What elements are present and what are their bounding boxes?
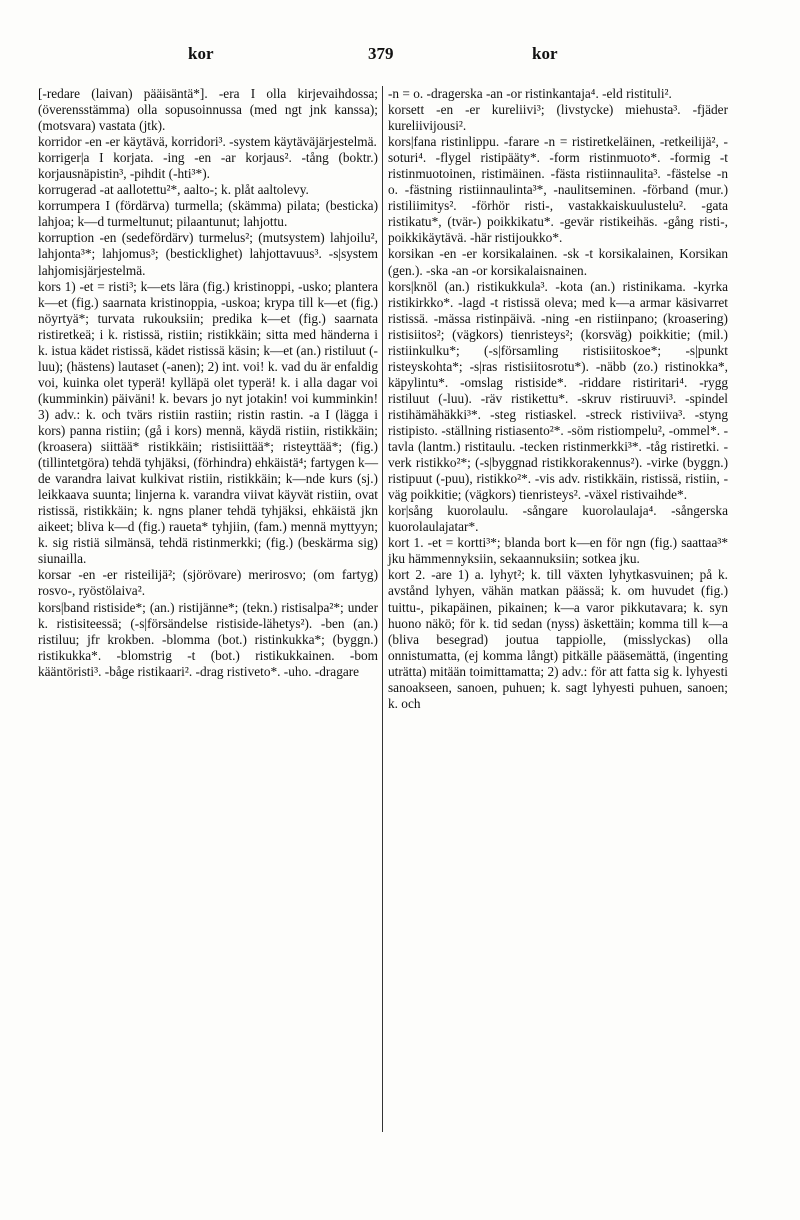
dictionary-entry: korsikan -en -er korsikalainen. -sk -t korsikalainen, Korsikan (gen.). -ska -an -or korsikalaisnainen. xyxy=(388,246,728,278)
right-guide-word: kor xyxy=(532,44,558,63)
dictionary-entry: korsar -en -er risteilijä²; (sjörövare) merirosvo; (om fartyg) rosvo-, ryöstölaiva². xyxy=(38,567,378,599)
dictionary-entry: kors|fana ristinlippu. -farare -n = ristiretkeläinen, -retkeilijä², -soturi⁴. -flygel ristipääty*. -form ristinmuoto*. -formig -t ristinmuotoinen, ristimäinen. -fästa ristiinnaulita³. -fästelse -n o. -fästning ristiinnaulinta³*, -naulitseminen. -förband (mur.) ristiliimitys². -förhör risti-, vastakkaiskuulustelu². -gata ristikatu*, (tvär-) poikkikatu*. -gevär ristikeihäs. -gång risti-, poikkikäytävä. -här ristijoukko*. xyxy=(388,134,728,246)
dictionary-entry: korridor -en -er käytävä, korridori³. -system käytäväjärjestelmä. xyxy=(38,134,377,150)
dictionary-entry: kors|band ristiside*; (an.) ristijänne*; (tekn.) ristisalpa²*; under k. ristisiteessä; (-s|försändelse ristiside-lähetys²). -ben (an.) ristiluu; jfr krokben. -blomma (bot.) ristinkukka*; (byggn.) ristikukka*. -blomstrig -t (bot.) ristikukkainen. -bom kääntöristi³. -båge ristikaari². -drag ristiveto*. -uho. -dragare xyxy=(38,599,378,679)
dictionary-entry: kors 1) -et = risti³; k—ets lära (fig.) kristinoppi, -usko; plantera k—et (fig.) saarnata kristinoppia, -uskoa; krypa till k—et (fig.) nöyrtyä*; turvata rukouksiin; predika k—et (fig.) saarnata ristiretkeä; i k. ristissä, ristiin; ristikkäin; sitta med händerna i k. istua kädet ristissä, kädet ristissä käsin; k—et (an.) ristiluut (-luu); (hästens) lautaset (-anen); 2) int. voi! k. vad du är enfaldig voi, kuinka olet typerä! kylläpä olet typerä! k. i alla dagar voi (kumminkin) päiväni! k. bevars jo nyt jotakin! voi kumminkin! 3) adv.: k. och tvärs ristiin rastiin; ristin rastin. -a I (lägga i kors) panna ristiin; (gå i kors) mennä, käydä ristiin, ristikkäin; (kroasera) siittää* ristikkäin; ristisiittää*; risteyttää*; (fig.) (tillintetgöra) tehdä tyhjäksi, (förhindra) ehkäistä⁴; fartygen k—de varandra laivat kulkivat ristiin, ristikkäin; k—nde kurs (sj.) leikkaava suunta; linjerna k. varandra viivat käyvät ristiin, ovat ristissä, ristikkäin; k. ngns planer tehdä tyhjäksi, ehkäistä jkn aikeet; bliva k—d (fig.) raueta* tyhjiin, (fam.) mennä myttyyn; k. sig ristiä silmänsä, tehdä ristinmerkki; (fig.) (beskärma sig) siunailla. xyxy=(38,278,378,567)
dictionary-entry: kort 1. -et = kortti³*; blanda bort k—en för ngn (fig.) saattaa³* jku hämmennyksiin, sekaannuksiin; sotkea jku. xyxy=(388,535,728,567)
dictionary-entry: kor|sång kuorolaulu. -sångare kuorolaulaja⁴. -sångerska kuorolaulajatar*. xyxy=(388,503,728,535)
dictionary-entry: korrumpera I (fördärva) turmella; (skämma) pilata; (besticka) lahjoa; k—d turmeltunut; pilaantunut; lahjottu. xyxy=(38,198,378,230)
page-header xyxy=(0,44,800,68)
dictionary-entry: [-redare (laivan) pääisäntä*]. -era I olla kirjevaihdossa; (överensstämma) olla sopusoinnussa (med ngt jnk kanssa); (motsvara) vastata (jtk). xyxy=(38,86,378,134)
dictionary-entry: kort 2. -are 1) a. lyhyt²; k. till växten lyhytkasvuinen; på k. avstånd lyhyen, vähän matkan päässä; k. om huvudet (fig.) tuittu-, pikapäinen, pikainen; k—a varor pikkutavara; k. syn huono näkö; för k. tid sedan (nyss) äskettäin; komma till k—a (bliva besegrad) joutua tappiolle, (misslyckas) olla onnistumatta, (ej komma långt) pitkälle pääsemättä, (ingenting uträtta) mitään toimittamatta; 2) adv.: för att fatta sig k. lyhyesti sanoakseen, sanoen, puhuen; k. sagt lyhyesti puhuen, sanoen; k. och xyxy=(388,567,728,711)
page-number: 379 xyxy=(368,44,394,63)
dictionary-entry: korrugerad -at aallotettu²*, aalto-; k. plåt aaltolevy. xyxy=(38,182,309,198)
dictionary-entry: -n = o. -dragerska -an -or ristinkantaja⁴. -eld ristituli². xyxy=(388,86,672,101)
right-column xyxy=(388,86,728,712)
dictionary-entry: kors|knöl (an.) ristikukkula³. -kota (an.) ristinikama. -kyrka ristikirkko*. -lagd -t ristissä oleva; med k—a armar käsivarret ristissä. -mässa ristinpäivä. -ning -en ristiinpano; (kroasering) ristisiitos²; (vägkors) tienristeys²; (korsväg) poikkitie; (mil.) ristiinkulku*; (-s|församling ristisiitoskoe*; -s|punkt risteyskohta*; -s|ras ristisiitosrotu*). -näbb (zo.) ristinokka*, käpylintu*. -omslag ristiside*. -riddare ristiritari⁴. -rygg ristiluut (-luu). -räv ristikettu*. -skruv ristiruuvi³. -spindel ristihämähäkki³*. -steg ristiaskel. -streck ristiviiva³. -styng ristipisto. -ställning ristiasento²*. -söm ristiompelu², -ommel*. -tavla (lantm.) ristitaulu. -tecken ristinmerkki³*. -tåg ristiretki. -verk ristikko²*; (-s|byggnad ristikkorakennus²). -virke (byggn.) ristipuut (-puu), ristikko²*. -vis adv. ristikkäin, ristissä, ristiin, -väg poikkitie; (vägkors) tienristeys². -växel ristivaihde*. xyxy=(388,278,728,503)
dictionary-entry: korruption -en (sedefördärv) turmelus²; (mutsystem) lahjoilu², lahjonta³*; lahjomus³; (besticklighet) lahjottavuus³. -s|system lahjomisjärjestelmä. xyxy=(38,230,378,278)
dictionary-entry: korsett -en -er kureliivi³; (livstycke) miehusta³. -fjäder kureliivijousi². xyxy=(388,102,728,134)
dictionary-entry: korriger|a I korjata. -ing -en -ar korjaus². -tång (boktr.) korjausnäpistin³, -pihdit (-hti³*). xyxy=(38,150,378,182)
column-divider xyxy=(382,86,383,1132)
left-column xyxy=(38,86,378,680)
left-guide-word: kor xyxy=(188,44,214,63)
